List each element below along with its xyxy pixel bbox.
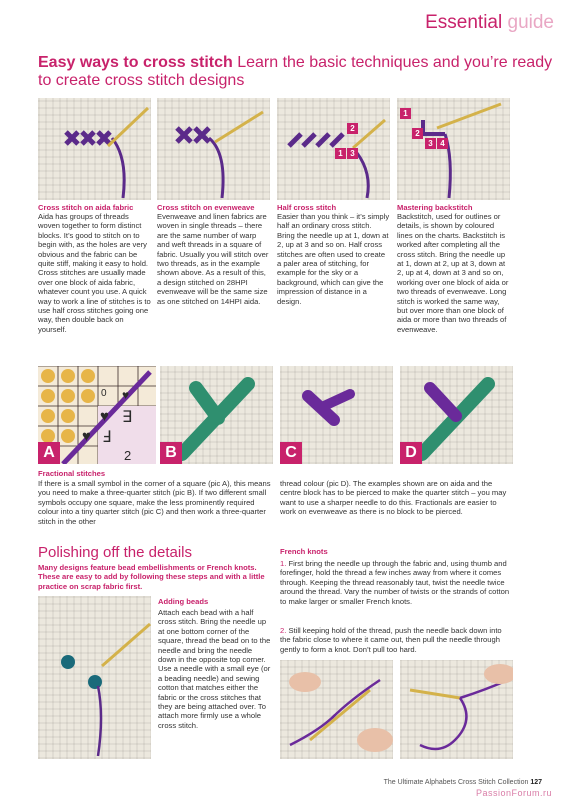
photo-french-knot-2 [400,660,513,759]
page-title [38,54,558,90]
pic-b-three-quarter [160,366,273,464]
column-text: Easier than you think – it’s simply half an ordinary cross stitch. Bring the needle up at 1, down at 2, up at 3 and so on. Half cross stitches are often used to create a paler area of stitching, for example for the sky or a background, which can give the impression of distance in a design. [277,212,390,306]
pic-c-quarter [280,366,393,464]
page-title-rest: Learn the basic techniques and you’re ready to create cross stitch designs [38,54,553,89]
polish-intro: Many designs feature bead embellishments or French knots. These are easy to add by following these steps and with a little practice on scrap fabric first. [38,563,265,591]
column-heading: Mastering backstitch [397,203,473,212]
fractional-text-right: thread colour (pic D). The examples shown are on aida and the centre block has to be pierced to make the quarter stitch – you may want to use a sharper needle to do this. Fractionals are easier to work on evenweave as there is no block to be pierced. [280,479,507,517]
section-header-guide: guide [507,12,554,33]
step-text: First bring the needle up through the fabric and, using thumb and forefinger, hold the thread a few inches away from where it comes through. Keeping the thread reasonably taut, twist the needle twice around the thread. Vary the number of twists or the strands of cotton to make larger or smaller French knots. [280,559,510,606]
beads-heading: Adding beads [158,597,209,606]
photo-french-knot-1 [280,660,393,759]
chart-symbol-heart: ♥ [100,408,109,425]
chart-symbol-f: Ⅎ [102,429,112,446]
photo-cross-stitch-aida [38,98,151,200]
column-backstitch [397,203,510,334]
pic-label-b: B [160,442,182,464]
column-heading: Cross stitch on aida fabric [38,203,134,212]
page-number: 127 [530,779,542,786]
backstitch-badge-3: 3 [425,138,436,149]
photo-adding-beads [38,596,151,759]
french-knots-step-2 [280,626,512,654]
column-heading: Half cross stitch [277,203,337,212]
pic-a-chart [38,366,156,464]
column-text: Aida has groups of threads woven together to form distinct blocks. It’s good to stitch on to begin with, as the holes are very obvious and the fabric can be quite stiff, making it easy to hold. Cross stitches are usually made over one block of aida fabric, whatever count you use. A quick way to work a line of stitches is to use half cross stitches going one way, then double back on yourself. [38,212,151,334]
chart-symbol-e: ∃ [122,409,133,426]
fractional-text-left: If there is a small symbol in the corner of a square (pic A), this means you need to make a three-quarter stitch (pic B). If two different small symbols occupy one square, make the less prominently required colour into a tiny quarter stitch (pic C) and then work a three-quarter stitch in the other [38,479,271,526]
page-footer [384,779,542,786]
chart-symbol-zero: 0 [101,388,107,399]
french-knots-heading: French knots [280,547,328,556]
backstitch-badge-4: 4 [437,138,448,149]
pic-d-combined [400,366,513,464]
step-badge-1: 1 [335,148,346,159]
column-evenweave [157,203,270,306]
column-heading: Cross stitch on evenweave [157,203,255,212]
section-header [425,12,554,34]
page-title-bold: Easy ways to cross stitch [38,54,233,71]
pic-label-d: D [400,442,422,464]
backstitch-badge-1: 1 [400,108,411,119]
french-knots-step-1 [280,559,512,606]
step-badge-2: 2 [347,123,358,134]
column-half-cross [277,203,390,306]
section-header-essential: Essential [425,12,503,33]
photo-cross-stitch-evenweave [157,98,270,200]
photo-half-cross-stitch [277,98,390,200]
step-number: 2. [280,626,287,635]
photo-backstitch [397,98,510,200]
chart-symbol-two: 2 [124,448,132,463]
column-text: Evenweave and linen fabrics are woven in single threads – there are the same number of warp and weft threads in a square of fabric. Usually you will stitch over two threads, as in the example shown above. As a result of this, a design stitched on 28HPI evenweave will be the same size as one stitched on 14HPI aida. [157,212,269,306]
watermark: PassionForum.ru [475,788,552,798]
chart-symbol-heart: ♥ [122,388,130,402]
chart-symbol-heart: ♥ [82,428,91,445]
step-badge-3: 3 [347,148,358,159]
footer-title: The Ultimate Alphabets Cross Stitch Collection [383,779,529,786]
polish-title: Polishing off the details [38,544,192,561]
pic-label-a: A [38,442,60,464]
column-text: Backstitch, used for outlines or details, is shown by coloured lines on the charts. Backstitch is worked after completing all the cross stitch. Bring the needle up at 1, down at 2, up at 3, down at 2, up at 4, down at 3 and so on, working over one block of aida or two threads of evenweave. Long stitch is worked the same way, but over more than one block of aida or more than two threads of evenweave. [397,212,509,334]
beads-text: Attach each bead with a half cross stitch. Bring the needle up at one bottom corner of the square, thread the bead on to the needle and bring the needle down in the opposite top corner. Use a needle with a small eye (or a beading needle) and sewing cotton that matches either the fabric or the cross stitches that they are being attached over. To attach more firmly use a whole cross stitch. [158,608,271,730]
step-number: 1. [280,559,287,568]
step-text: Still keeping hold of the thread, push the needle back down into the fabric close to where it came out, then pull the needle through gently to form a knot. Don’t pull too hard. [280,626,502,654]
pic-label-c: C [280,442,302,464]
backstitch-badge-2: 2 [412,128,423,139]
column-aida [38,203,151,334]
fractional-heading: Fractional stitches [38,469,106,478]
